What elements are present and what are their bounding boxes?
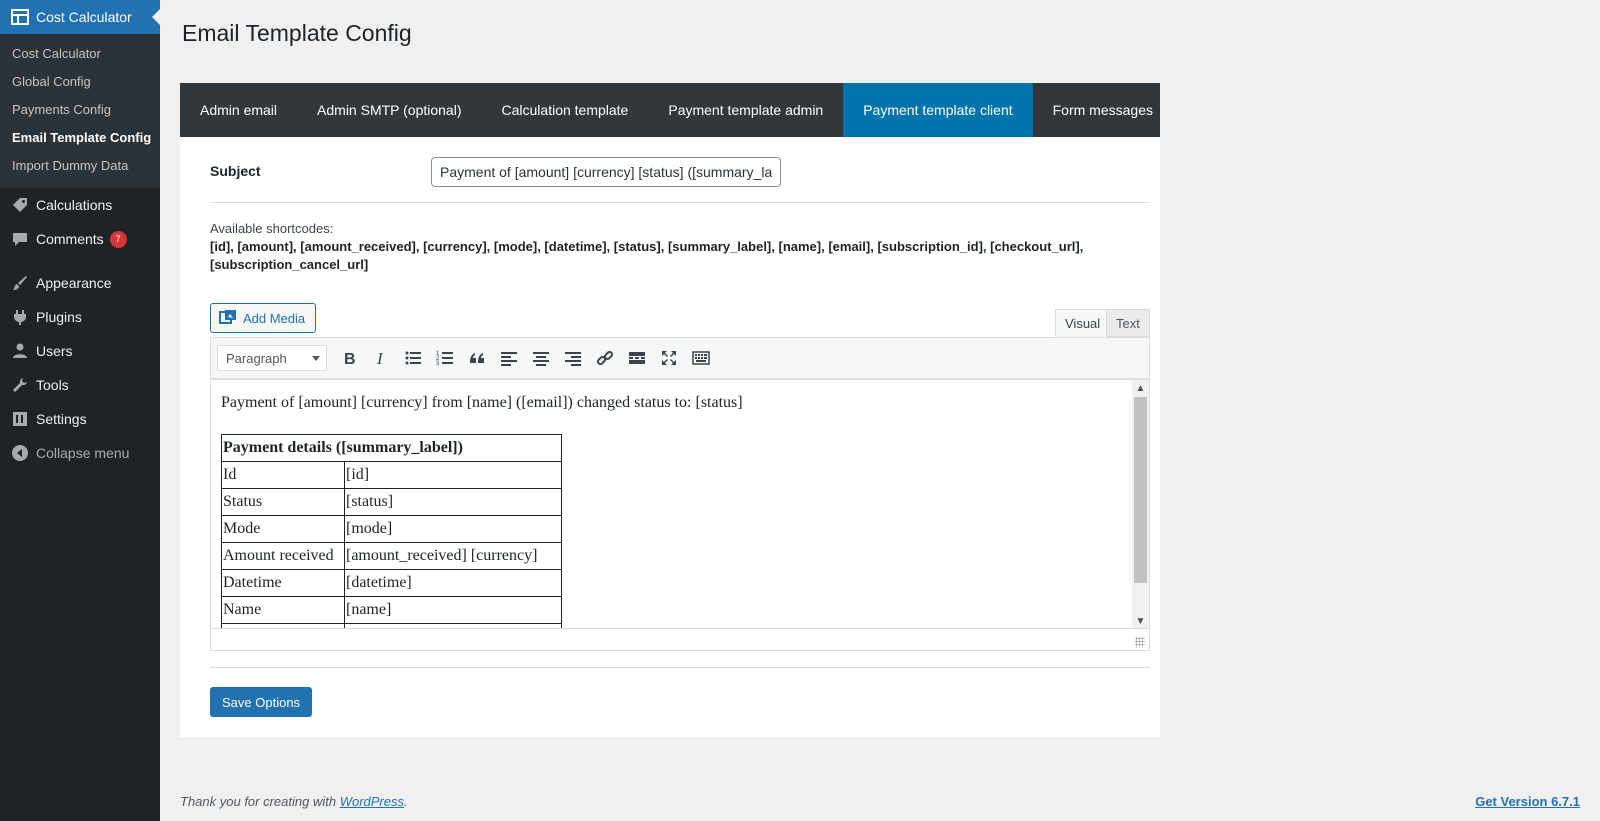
bold-button[interactable] <box>333 344 365 372</box>
table-row <box>222 489 562 516</box>
align-left-button[interactable] <box>493 344 525 372</box>
fullscreen-button[interactable] <box>653 344 685 372</box>
align-center-icon <box>532 349 550 367</box>
table-cell-label: Datetime <box>222 570 345 597</box>
comments-count-badge: 7 <box>110 231 127 248</box>
table-cell-label: Name <box>222 597 345 624</box>
shortcodes-list: [id], [amount], [amount_received], [currency], [mode], [datetime], [status], [summary_label], [name], [email], [subscription_id], [checkout_url], [subscription_cancel_url] <box>210 239 1084 272</box>
table-row <box>222 516 562 543</box>
sidebar-item-appearance[interactable] <box>0 266 160 300</box>
table-row <box>222 570 562 597</box>
resize-handle-icon[interactable] <box>1135 637 1145 647</box>
table-header: Payment details ([summary_label]) <box>222 435 562 462</box>
template-tabs <box>180 83 1160 137</box>
table-cell-label: Mode <box>222 516 345 543</box>
settings-panel <box>180 137 1160 737</box>
sidebar-item-label: Appearance <box>36 275 112 291</box>
link-icon <box>596 349 614 367</box>
paintbrush-icon <box>10 273 30 293</box>
table-row <box>222 543 562 570</box>
keyboard-icon <box>692 349 710 367</box>
editor-scrollbar[interactable] <box>1132 380 1149 629</box>
admin-sidebar <box>0 0 160 821</box>
read-more-icon <box>628 349 646 367</box>
submenu-item-global-config[interactable]: Global Config <box>12 74 91 89</box>
numbered-list-icon <box>436 349 454 367</box>
sidebar-item-label: Comments <box>36 231 104 247</box>
table-cell-label: Status <box>222 489 345 516</box>
wrench-icon <box>10 375 30 395</box>
editor-content[interactable] <box>210 379 1150 629</box>
table-row <box>222 597 562 624</box>
footer-thanks-prefix: Thank you for creating with <box>180 794 340 809</box>
align-right-icon <box>564 349 582 367</box>
table-cell-value: [amount_received] [currency] <box>345 543 562 570</box>
calculator-icon <box>10 7 30 27</box>
editor-tab-text[interactable]: Text <box>1106 309 1150 337</box>
table-header-row <box>222 435 562 462</box>
subject-input[interactable] <box>431 157 781 187</box>
sidebar-item-plugins[interactable] <box>0 300 160 334</box>
add-media-label: Add Media <box>243 310 306 326</box>
sidebar-item-calculations[interactable] <box>0 188 160 222</box>
tab-payment-template-admin[interactable]: Payment template admin <box>668 102 824 118</box>
subject-label: Subject <box>210 163 261 179</box>
submenu-item-email-template-config[interactable]: Email Template Config <box>12 130 152 145</box>
submenu-item-import-dummy-data[interactable]: Import Dummy Data <box>12 158 129 173</box>
footer-thanks <box>180 794 408 809</box>
table-cell-label: Amount received <box>222 543 345 570</box>
insert-link-button[interactable] <box>589 344 621 372</box>
table-cell-value: [datetime] <box>345 570 562 597</box>
numbered-list-button[interactable] <box>429 344 461 372</box>
svg-text:1: 1 <box>436 351 440 357</box>
collapse-icon <box>10 443 30 463</box>
quote-icon <box>468 349 486 367</box>
get-version-link[interactable]: Get Version 6.7.1 <box>1475 794 1580 809</box>
plugin-icon <box>10 307 30 327</box>
sidebar-submenu <box>0 34 160 188</box>
save-options-button[interactable]: Save Options <box>210 687 312 717</box>
toolbar-toggle-button[interactable] <box>685 344 717 372</box>
sidebar-item-label: Calculations <box>36 197 113 213</box>
tab-payment-template-client[interactable]: Payment template client <box>843 83 1032 137</box>
divider <box>210 202 1150 203</box>
editor-toolbar <box>210 337 1150 379</box>
tab-admin-email[interactable]: Admin email <box>200 102 278 118</box>
table-cell-value: [mode] <box>345 516 562 543</box>
table-row <box>222 462 562 489</box>
sidebar-item-label: Users <box>36 343 73 359</box>
blockquote-button[interactable] <box>461 344 493 372</box>
wordpress-link[interactable]: WordPress <box>339 794 404 809</box>
read-more-button[interactable] <box>621 344 653 372</box>
sidebar-item-label: Cost Calculator <box>36 9 132 25</box>
collapse-menu-label: Collapse menu <box>36 445 130 461</box>
italic-icon <box>372 349 390 367</box>
comment-icon <box>10 229 30 249</box>
sidebar-item-label: Plugins <box>36 309 82 325</box>
media-icon <box>219 309 237 328</box>
table-cell-value: [status] <box>345 489 562 516</box>
svg-text:3: 3 <box>436 361 440 367</box>
sidebar-item-users[interactable] <box>0 334 160 368</box>
bullet-list-button[interactable] <box>397 344 429 372</box>
svg-text:2: 2 <box>436 356 440 362</box>
main-content <box>160 0 1600 821</box>
align-center-button[interactable] <box>525 344 557 372</box>
fullscreen-icon <box>660 349 678 367</box>
bullet-list-icon <box>404 349 422 367</box>
collapse-menu-button[interactable] <box>0 436 160 470</box>
add-media-button[interactable] <box>210 303 316 333</box>
sidebar-item-cost-calculator[interactable] <box>0 0 160 34</box>
italic-button[interactable] <box>365 344 397 372</box>
payment-details-table <box>221 434 562 629</box>
tab-admin-smtp[interactable]: Admin SMTP (optional) <box>317 102 462 118</box>
sidebar-item-comments[interactable] <box>0 222 160 256</box>
table-cell-value: [id] <box>345 462 562 489</box>
align-left-icon <box>500 349 518 367</box>
bold-icon <box>340 349 358 367</box>
submenu-item-payments-config[interactable]: Payments Config <box>12 102 111 117</box>
table-cell-value: [name] <box>345 597 562 624</box>
format-select[interactable] <box>217 345 327 371</box>
settings-icon <box>10 409 30 429</box>
scroll-up-icon[interactable]: ▲ <box>1135 383 1146 394</box>
sidebar-item-label: Tools <box>36 377 69 393</box>
tab-form-messages[interactable]: Form messages <box>1052 102 1153 118</box>
editor-statusbar <box>210 629 1150 651</box>
svg-text:I: I <box>377 349 383 367</box>
sidebar-item-tools[interactable] <box>0 368 160 402</box>
tag-icon <box>10 195 30 215</box>
editor-tab-visual[interactable]: Visual <box>1055 309 1110 337</box>
page-title: Email Template Config <box>182 20 412 46</box>
user-icon <box>10 341 30 361</box>
svg-text:B: B <box>344 351 356 367</box>
chevron-down-icon <box>312 356 320 361</box>
sidebar-item-label: Settings <box>36 411 87 427</box>
shortcodes-title: Available shortcodes: <box>210 221 334 236</box>
current-menu-arrow <box>152 9 160 25</box>
scrollbar-thumb[interactable] <box>1134 397 1147 583</box>
sidebar-item-settings[interactable] <box>0 402 160 436</box>
table-cell-label: Id <box>222 462 345 489</box>
align-right-button[interactable] <box>557 344 589 372</box>
scroll-down-icon[interactable]: ▼ <box>1135 616 1146 627</box>
divider <box>210 667 1150 668</box>
submenu-item-cost-calculator[interactable]: Cost Calculator <box>12 46 101 61</box>
email-intro-text: Payment of [amount] [currency] from [name] ([email]) changed status to: [status] <box>221 394 743 411</box>
format-select-value: Paragraph <box>226 350 287 366</box>
tab-calculation-template[interactable]: Calculation template <box>501 102 629 118</box>
footer-thanks-suffix: . <box>404 794 408 809</box>
